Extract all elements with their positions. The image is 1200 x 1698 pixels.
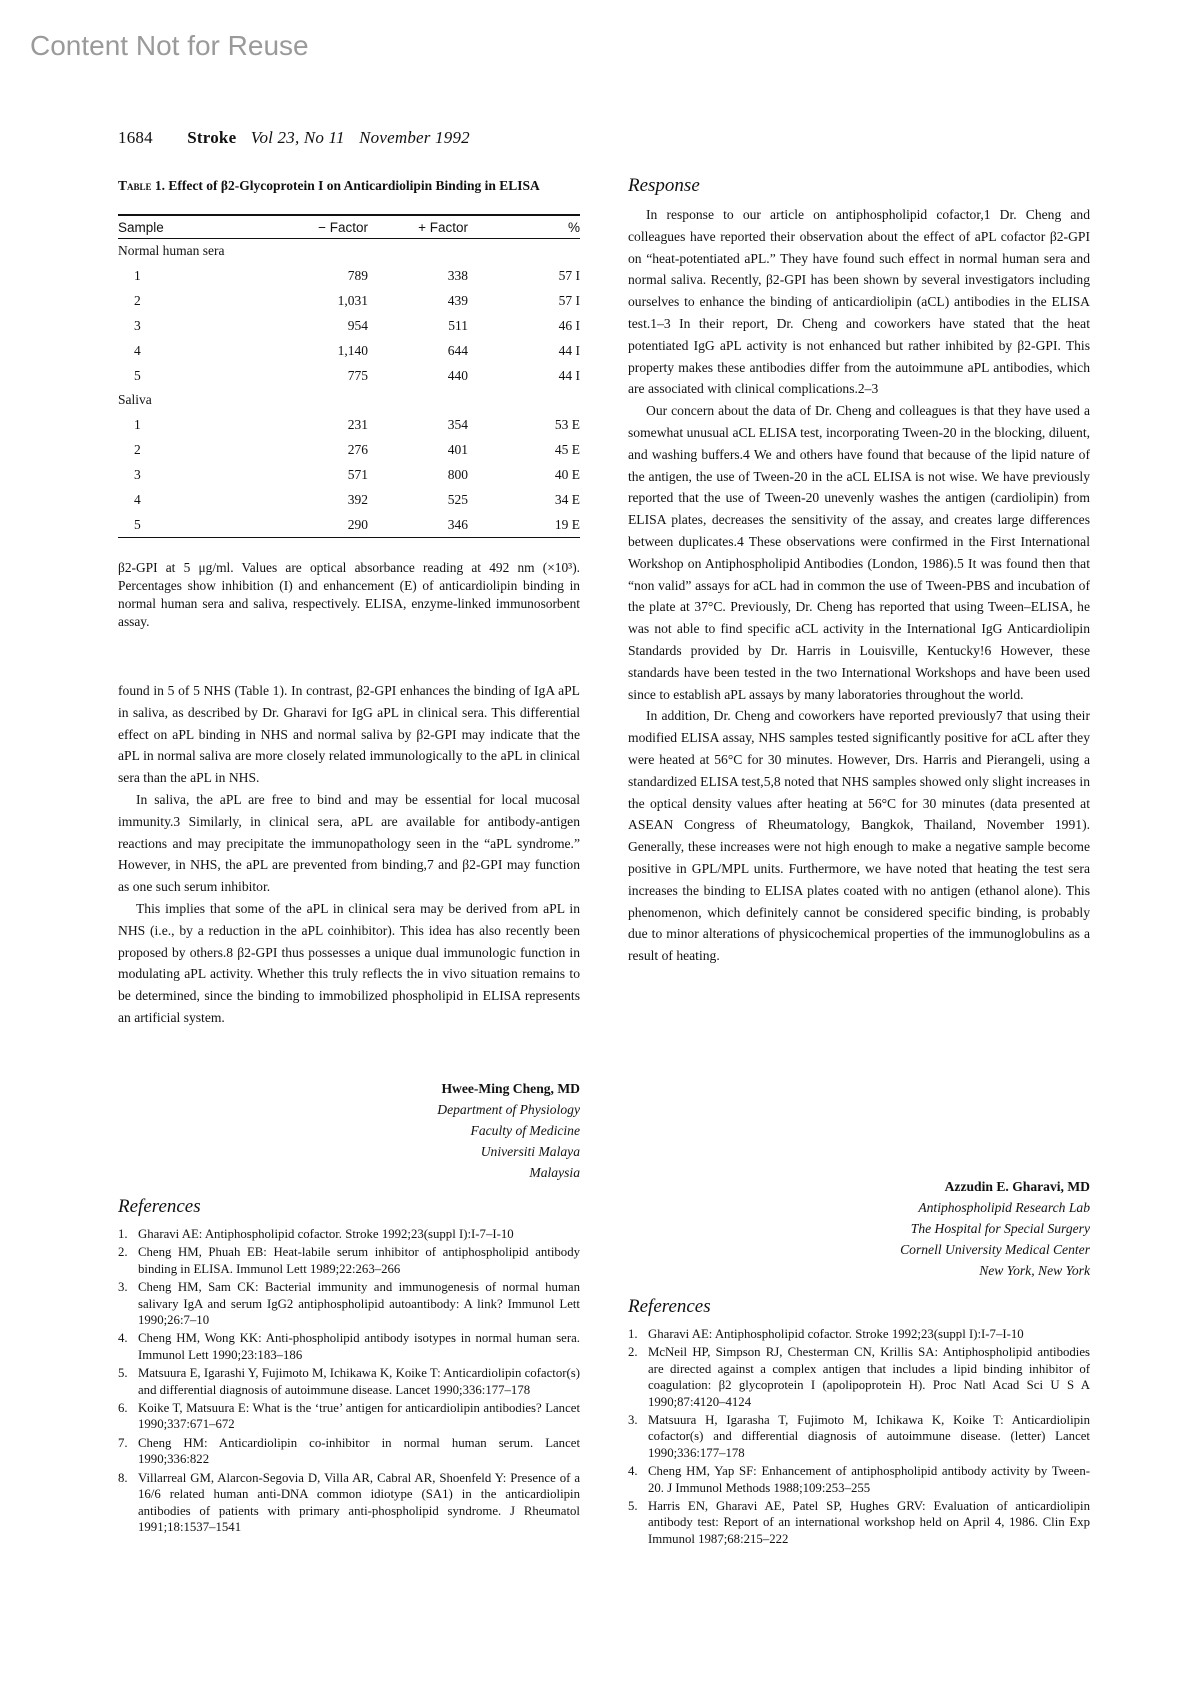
reference-item: 3. Cheng HM, Sam CK: Bacterial immunity and immunogenesis of normal human salivary IgA and serum IgG2 antiphospholipid autoantibody: A link? Immunol Lett 1990;26:7–10 xyxy=(118,1280,580,1328)
reference-item: 1. Gharavi AE: Antiphospholipid cofactor. Stroke 1992;23(suppl I):I-7–I-10 xyxy=(628,1327,1024,1341)
table-row xyxy=(118,437,580,462)
table-cell: 44 I xyxy=(558,342,580,358)
table-cell: 392 xyxy=(347,491,368,507)
table-section-row xyxy=(118,239,580,264)
table-cell: 5 xyxy=(134,367,141,383)
table-cell: 511 xyxy=(448,317,468,333)
reference-item: 4. Cheng HM, Yap SF: Enhancement of antiphospholipid antibody activity by Tween-20. J Immunol Methods 1988;109:253–255 xyxy=(628,1464,1090,1495)
table-row xyxy=(118,412,580,437)
left-paragraph: In saliva, the aPL are free to bind and may be essential for local mucosal immunity.3 Similarly, in clinical sera, aPL are available for antibody-antigen reactions and may precipitate the immunopathology seen in the “aPL syndrome.” However, in NHS, the aPL are prevented from binding,7 and β2-GPI may function as one such serum inhibitor. xyxy=(118,791,580,895)
reference-item: 5. Harris EN, Gharavi AE, Patel SP, Hughes GRV: Evaluation of anticardiolipin antibody test: Report of an international workshop held on April 4, 1986. Clin Exp Immunol 1987;68:215–222 xyxy=(628,1499,1090,1546)
table-cell: 954 xyxy=(347,317,368,333)
table-header-plus-factor: + Factor xyxy=(368,215,468,239)
table-cell: 46 I xyxy=(558,317,580,333)
table-cell: 19 E xyxy=(468,512,580,538)
table-cell: 45 E xyxy=(554,441,580,457)
table-cell: 276 xyxy=(347,441,368,457)
affiliation-line: Cornell University Medical Center xyxy=(900,1242,1090,1257)
table-cell: 346 xyxy=(368,512,468,538)
table-cell: 401 xyxy=(447,441,468,457)
table-cell: 290 xyxy=(268,512,368,538)
table-cell: 3 xyxy=(134,317,141,333)
data-table xyxy=(118,214,580,538)
affiliation-line: New York, New York xyxy=(979,1263,1090,1278)
table-cell: 571 xyxy=(347,466,368,482)
table-cell: 775 xyxy=(347,367,368,383)
affiliation-line: Universiti Malaya xyxy=(480,1144,580,1159)
table-cell: 525 xyxy=(447,491,468,507)
reference-text: McNeil HP, Simpson RJ, Chesterman CN, Krillis SA: Antiphospholipid antibodies are directed against a complex antigen that includes a lipid binding inhibitor of coagulation: β2 glycoprotein I (apolipoprotein H). Proc Natl Acad Sci U S A 1990;87:4120–4124 xyxy=(648,1345,1090,1409)
table-row xyxy=(118,512,580,538)
left-paragraph: found in 5 of 5 NHS (Table 1). In contrast, β2-GPI enhances the binding of IgA aPL in saliva, as described by Dr. Gharavi for IgG aPL in clinical sera. This differential effect on aPL binding in NHS and normal saliva by β2-GPI may indicate that the aPL in normal saliva are more closely related immunologically to the aPL in clinical sera than the aPL in NHS. xyxy=(118,683,580,786)
response-paragraph: In addition, Dr. Cheng and coworkers have reported previously7 that using their modified ELISA assay, NHS samples tested significantly positive for aCL after they were heated at 56°C for 30 minutes. However, Drs. Harris and Pierangeli, using a standardized ELISA test,5,8 noted that NHS samples showed only slight increases in the optical density values after heating at 56°C for 30 minutes (data presented at ASEAN Congress of Rheumatology, Bangkok, Thailand, November 1991). Generally, these increases were not high enough to make a negative sample become positive in GPL/MPL units. Furthermore, we have noted that heating the test sera increases the binding to ELISA plates coated with no antigen (ethanol alone). This phenomenon, which definitely cannot be considered specific binding, is probably due to minor alterations of physicochemical properties of the immunoglobulins as a result of heating. xyxy=(628,708,1090,964)
left-paragraph: This implies that some of the aPL in clinical sera may be derived from aPL in NHS (i.e., by a reduction in the aPL coinhibitor). This idea has also recently been proposed by others.8 β2-GPI thus possesses a unique dual immunologic function in modulating aPL activity. Whether this truly reflects the in vivo situation remains to be determined, since the binding to immobilized phospholipid in ELISA represents an artificial system. xyxy=(118,900,580,1025)
reference-text: Cheng HM, Wong KK: Anti-phospholipid antibody isotypes in normal human sera. Immunol Lett 1990;23:183–186 xyxy=(138,1331,580,1362)
journal-volume: Vol 23, No 11 xyxy=(250,128,345,147)
table-cell: 1 xyxy=(134,416,141,432)
left-references-heading: References xyxy=(118,1196,201,1217)
reference-text: Cheng HM, Phuah EB: Heat-labile serum inhibitor of antiphospholipid antibody binding in ELISA. Immunol Lett 1989;22:263–266 xyxy=(138,1245,580,1276)
affiliation-line: Department of Physiology xyxy=(437,1102,580,1117)
reference-text: Villarreal GM, Alarcon-Segovia D, Villa AR, Cabral AR, Shoenfeld Y: Presence of a 16/6 related human anti-DNA common idiotype (SA1) in the anticardiolipin antibodies of patients with primary anti-phospholipid syndrome. J Rheumatol 1991;18:1537–1541 xyxy=(138,1470,580,1534)
table-section-label: Saliva xyxy=(118,392,152,407)
table-row xyxy=(118,338,580,363)
reference-text: Gharavi AE: Antiphospholipid cofactor. Stroke 1992;23(suppl I):I-7–I-10 xyxy=(648,1327,1024,1341)
table-header-minus-factor: − Factor xyxy=(268,215,368,239)
response-body-text xyxy=(628,204,1090,967)
table-cell: 1,140 xyxy=(337,342,368,358)
reference-item: 5. Matsuura E, Igarashi Y, Fujimoto M, Ichikawa K, Koike T: Anticardiolipin cofactor(s) and differential diagnosis of autoimmune disease. Lancet 1990;336:177–178 xyxy=(118,1366,580,1397)
table-cell: 40 E xyxy=(554,466,580,482)
table-cell: 4 xyxy=(134,342,141,358)
table-cell: 338 xyxy=(447,267,468,283)
table-section-label: Normal human sera xyxy=(118,243,225,258)
table-cell: 2 xyxy=(134,292,141,308)
table-cell: 57 I xyxy=(558,292,580,308)
table-cell: 57 I xyxy=(558,267,580,283)
reference-item: 6. Koike T, Matsuura E: What is the ‘true’ antigen for anticardiolipin antibodies? Lancet 1990;337:671–672 xyxy=(118,1401,580,1432)
table-row xyxy=(118,313,580,338)
table-row xyxy=(118,487,580,512)
table-cell: 800 xyxy=(447,466,468,482)
running-head xyxy=(118,128,470,148)
table-cell: 3 xyxy=(134,466,141,482)
reference-text: Cheng HM, Sam CK: Bacterial immunity and immunogenesis of normal human salivary IgA and serum IgG2 antiphospholipid autoantibody: A link? Immunol Lett 1990;26:7–10 xyxy=(138,1280,580,1328)
reference-text: Cheng HM: Anticardiolipin co-inhibitor in normal human serum. Lancet 1990;336:822 xyxy=(138,1435,580,1467)
table-row xyxy=(118,363,580,388)
table-caption xyxy=(118,177,580,194)
reference-item: 1. Gharavi AE: Antiphospholipid cofactor. Stroke 1992;23(suppl I):I-7–I-10 xyxy=(118,1227,514,1241)
reference-item: 2. McNeil HP, Simpson RJ, Chesterman CN, Krillis SA: Antiphospholipid antibodies are directed against a complex antigen that includes a lipid binding inhibitor of coagulation: β2 glycoprotein I (apolipoprotein H). Proc Natl Acad Sci U S A 1990;87:4120–4124 xyxy=(628,1345,1090,1409)
reference-text: Koike T, Matsuura E: What is the ‘true’ antigen for anticardiolipin antibodies? Lancet 1990;337:671–672 xyxy=(138,1401,580,1432)
left-signature xyxy=(118,1078,580,1183)
table-cell: 44 I xyxy=(558,367,580,383)
affiliation-line: Malaysia xyxy=(529,1165,580,1180)
response-paragraph: In response to our article on antiphospholipid cofactor,1 Dr. Cheng and colleagues have reported their observation about the effect of aPL cofactor β2-GPI on “heat-potentiated aPL.” They have found such effect in normal human sera and normal saliva. Recently, β2-GPI has been shown by several investigators including ourselves to enhance the binding of anticardiolipin (aCL) antibodies in the ELISA test.1–3 In their report, Dr. Cheng and coworkers have stated that the heat potentiated IgG aPL activity is not enhanced but rather inhibited by β2-GPI. This property makes these antibodies differ from the autoimmune aPL antibodies, which are associated with clinical complications.2–3 xyxy=(628,207,1090,397)
reference-item: 3. Matsuura H, Igarasha T, Fujimoto M, Ichikawa K, Koike T: Anticardiolipin cofactor(s) and differential diagnosis of autoimmune disease. (letter) Lancet 1990;336:177–178 xyxy=(628,1413,1090,1460)
table-cell: 440 xyxy=(447,367,468,383)
affiliation-line: Antiphospholipid Research Lab xyxy=(918,1200,1090,1215)
reference-item: 7. Cheng HM: Anticardiolipin co-inhibitor in normal human serum. Lancet 1990;336:822 xyxy=(118,1435,580,1467)
reference-text: Cheng HM, Yap SF: Enhancement of antiphospholipid antibody activity by Tween-20. J Immunol Methods 1988;109:253–255 xyxy=(648,1464,1090,1495)
watermark: Content Not for Reuse xyxy=(30,30,309,61)
table-cell: 5 xyxy=(118,512,268,538)
reference-item: 8. Villarreal GM, Alarcon-Segovia D, Villa AR, Cabral AR, Shoenfeld Y: Presence of a 16/6 related human anti-DNA common idiotype (SA1) in the anticardiolipin antibodies of patients with primary anti-phospholipid syndrome. J Rheumatol 1991;18:1537–1541 xyxy=(118,1470,580,1534)
reference-text: Matsuura E, Igarashi Y, Fujimoto M, Ichikawa K, Koike T: Anticardiolipin cofactor(s) and differential diagnosis of autoimmune disease. Lancet 1990;336:177–178 xyxy=(138,1366,580,1397)
right-signature xyxy=(628,1176,1090,1281)
page-number: 1684 xyxy=(118,128,153,147)
table-cell: 2 xyxy=(134,441,141,457)
right-references-heading: References xyxy=(628,1296,711,1317)
left-references-list xyxy=(118,1226,580,1537)
table-title: Effect of β2-Glycoprotein I on Anticardiolipin Binding in ELISA xyxy=(168,178,540,193)
reference-item: 4. Cheng HM, Wong KK: Anti-phospholipid antibody isotypes in normal human sera. Immunol Lett 1990;23:183–186 xyxy=(118,1331,580,1362)
table-cell: 1,031 xyxy=(337,292,368,308)
table-header-percent: % xyxy=(468,215,580,239)
table-cell: 53 E xyxy=(554,416,580,432)
response-heading: Response xyxy=(628,175,700,196)
affiliation-line: The Hospital for Special Surgery xyxy=(910,1221,1090,1236)
table-row xyxy=(118,462,580,487)
table-section-row xyxy=(118,388,580,412)
journal-name: Stroke xyxy=(187,128,237,147)
right-references-list xyxy=(628,1326,1090,1549)
table-header-sample: Sample xyxy=(118,215,268,239)
response-paragraph: Our concern about the data of Dr. Cheng and colleagues is that they have used a somewhat unusual aCL ELISA test, incorporating Tween-20 in the blocking, diluent, and washing buffers.4 We and others have found that because of the lipid nature of the antigen, the use of Tween-20 in the aCL ELISA is not wise. We have previously reported that the use of Tween-20 unevenly washes the antigen (cardiolipin) from ELISA plates, decreases the sensitivity of the assay, and creates large differences between duplicates.4 These observations were confirmed in the First International Workshop on Antiphospholipid Antibodies (London, 1986).5 It was found then that “non valid” assays for aCL had in common the use of Tween-PBS and incubation of the plate at 37°C. Previously, Dr. Cheng has reported that using Tween–ELISA, he was not able to find specific aCL activity in the International IgG Anticardiolipin Standards provided by Dr. Harris in Louisville, Kentucky!6 However, these standards have been tested in the two International Workshops and have been used since to establish aPL assays by many laboratories throughout the world. xyxy=(628,403,1090,702)
table-cell: 354 xyxy=(447,416,468,432)
table-cell: 1 xyxy=(134,267,141,283)
author-name: Azzudin E. Gharavi, MD xyxy=(944,1179,1090,1194)
table-row xyxy=(118,263,580,288)
table-cell: 789 xyxy=(347,267,368,283)
table-cell: 34 E xyxy=(554,491,580,507)
table-cell: 644 xyxy=(447,342,468,358)
table-cell: 4 xyxy=(134,491,141,507)
table-label: Table 1. xyxy=(118,178,166,193)
author-name: Hwee-Ming Cheng, MD xyxy=(441,1081,580,1096)
reference-text: Matsuura H, Igarasha T, Fujimoto M, Ichikawa K, Koike T: Anticardiolipin cofactor(s) and differential diagnosis of autoimmune disease. (letter) Lancet 1990;336:177–178 xyxy=(648,1413,1090,1460)
affiliation-line: Faculty of Medicine xyxy=(470,1123,580,1138)
left-body-text xyxy=(118,680,580,1029)
table-cell: 439 xyxy=(447,292,468,308)
reference-text: Harris EN, Gharavi AE, Patel SP, Hughes GRV: Evaluation of anticardiolipin antibody test: Report of an international workshop held on April 4, 1986. Clin Exp Immunol 1987;68:215–222 xyxy=(648,1499,1090,1546)
reference-text: Gharavi AE: Antiphospholipid cofactor. Stroke 1992;23(suppl I):I-7–I-10 xyxy=(138,1227,514,1241)
journal-date: November 1992 xyxy=(359,128,470,147)
table-row xyxy=(118,288,580,313)
table-footnote: β2-GPI at 5 μg/ml. Values are optical absorbance reading at 492 nm (×10³). Percentages show inhibition (I) and enhancement (E) of anticardiolipin binding in normal human sera and saliva, respectively. ELISA, enzyme-linked immunosorbent assay. xyxy=(118,560,580,629)
reference-item: 2. Cheng HM, Phuah EB: Heat-labile serum inhibitor of antiphospholipid antibody binding in ELISA. Immunol Lett 1989;22:263–266 xyxy=(118,1245,580,1276)
table-cell: 231 xyxy=(347,416,368,432)
